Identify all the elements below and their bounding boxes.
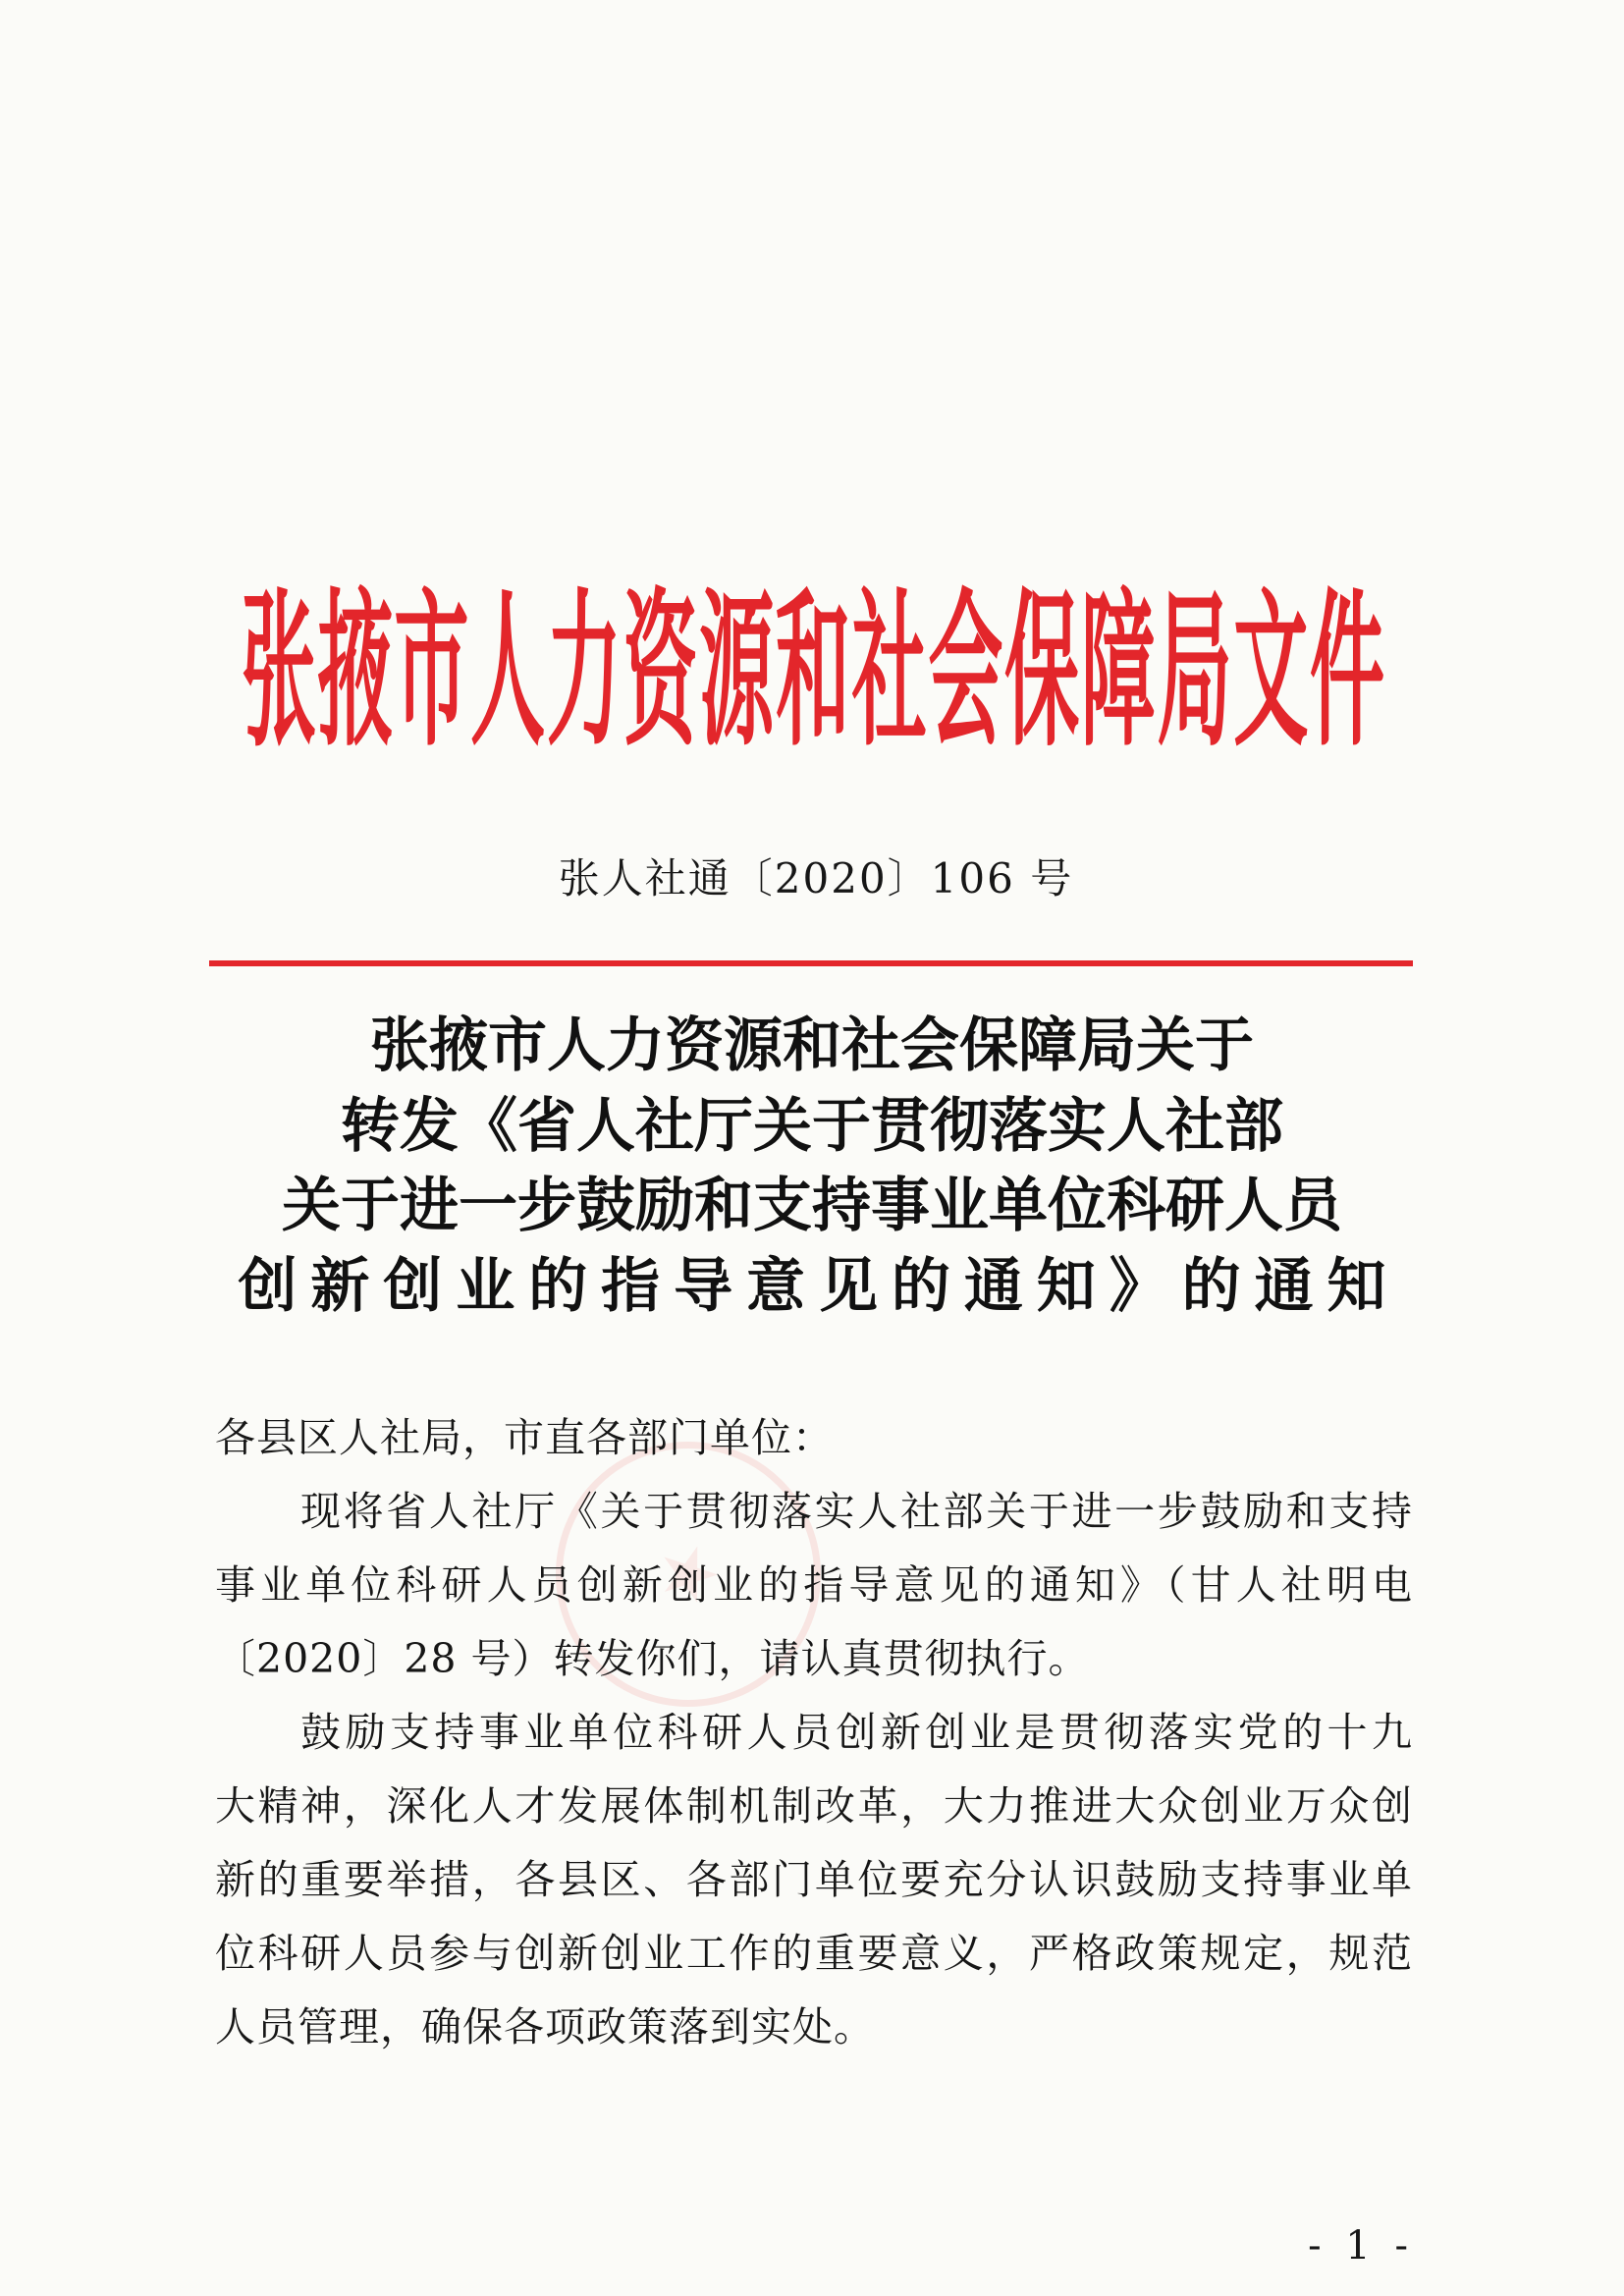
paragraph-1-line: 〔2020〕28 号）转发你们，请认真贯彻执行。 — [215, 1635, 1090, 1682]
paragraph-1-line: 现将省人社厅《关于贯彻落实人社部关于进一步鼓励和支持 — [300, 1488, 1413, 1535]
issuing-authority-header: 张掖市人力资源和社会保障局文件 — [242, 572, 1384, 769]
paragraph-2-line: 鼓励支持事业单位科研人员创新创业是贯彻落实党的十九 — [300, 1709, 1413, 1756]
document-title — [0, 1007, 1624, 1327]
paragraph-2-line: 大精神，深化人才发展体制机制改革，大力推进大众创业万众创 — [215, 1782, 1413, 1830]
title-line: 创新创业的指导意见的通知》的通知 — [238, 1251, 1386, 1321]
paragraph-1-line: 事业单位科研人员创新创业的指导意见的通知》（甘人社明电 — [215, 1561, 1413, 1609]
title-line: 张掖市人力资源和社会保障局关于 — [370, 1011, 1254, 1080]
paragraph-2-line: 新的重要举措，各县区、各部门单位要充分认识鼓励支持事业单 — [215, 1856, 1413, 1903]
paragraph-2-line: 位科研人员参与创新创业工作的重要意义，严格政策规定，规范 — [215, 1930, 1413, 1977]
red-divider-line — [209, 960, 1413, 966]
document-body — [215, 1401, 1413, 2064]
salutation: 各县区人社局，市直各部门单位： — [215, 1414, 834, 1461]
page-number: - 1 - — [1308, 2223, 1414, 2269]
title-line: 关于进一步鼓励和支持事业单位科研人员 — [282, 1172, 1342, 1240]
document-number: 张人社通〔2020〕106 号 — [558, 854, 1074, 902]
title-line: 转发《省人社厅关于贯彻落实人社部 — [341, 1091, 1283, 1161]
paragraph-2-line: 人员管理，确保各项政策落到实处。 — [215, 2003, 875, 2050]
